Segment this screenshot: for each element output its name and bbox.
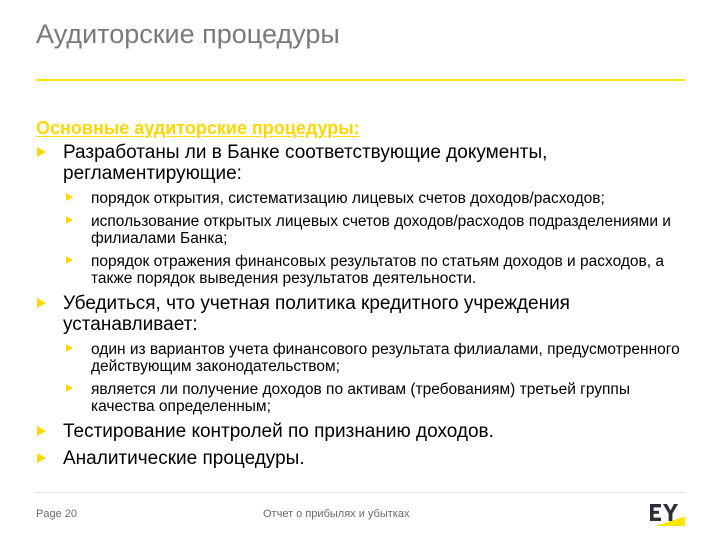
triangle-bullet-icon: [66, 216, 73, 224]
sub-bullet-item: [36, 213, 686, 247]
triangle-bullet-icon: [37, 147, 46, 157]
bullet-text: Убедиться, что учетная политика кредитного учреждения устанавливает:: [63, 293, 570, 335]
triangle-bullet-icon: [37, 426, 46, 436]
bullet-text: Разработаны ли в Банке соответствующие документы, регламентирующие:: [63, 142, 548, 184]
triangle-bullet-icon: [37, 298, 46, 308]
sub-bullet-item: [36, 190, 686, 207]
section-heading: Основные аудиторские процедуры:: [36, 118, 360, 138]
triangle-bullet-icon: [66, 344, 73, 352]
bullet-text: Аналитические процедуры.: [63, 448, 305, 469]
sub-bullet-text: один из вариантов учета финансового результата филиалами, предусмотренного действующим законодательством;: [91, 341, 680, 375]
bullet-text: Тестирование контролей по признанию доходов.: [63, 421, 494, 442]
bullet-item-2: [36, 293, 686, 335]
triangle-bullet-icon: [37, 453, 46, 463]
sub-bullet-item: [36, 341, 686, 375]
sub-bullet-item: [36, 253, 686, 287]
sub-bullet-item: [36, 381, 686, 415]
footer-caption: Отчет о прибылях и убытках: [263, 508, 410, 520]
triangle-bullet-icon: [66, 384, 73, 392]
bullet-item-1: [36, 142, 686, 184]
bullet-item-4: [36, 448, 686, 469]
sub-bullet-text: порядок отражения финансовых результатов по статьям доходов и расходов, а также порядок выведения результатов деятельности.: [91, 253, 665, 287]
sub-bullet-text: порядок открытия, систематизацию лицевых счетов доходов/расходов;: [91, 190, 605, 207]
sub-bullet-text: является ли получение доходов по активам (требованиям) третьей группы качества определенным;: [91, 381, 630, 415]
title-divider: [36, 79, 685, 81]
slide-title: Аудиторские процедуры: [36, 19, 340, 49]
slide-content: [36, 118, 686, 475]
page-number: Page 20: [36, 508, 77, 520]
sub-bullet-text: использование открытых лицевых счетов доходов/расходов подразделениями и филиалами Банка;: [91, 213, 671, 247]
ey-logo-icon: [649, 502, 685, 526]
triangle-bullet-icon: [66, 193, 73, 201]
bullet-item-3: [36, 421, 686, 442]
footer-divider: [36, 492, 685, 493]
triangle-bullet-icon: [66, 256, 73, 264]
